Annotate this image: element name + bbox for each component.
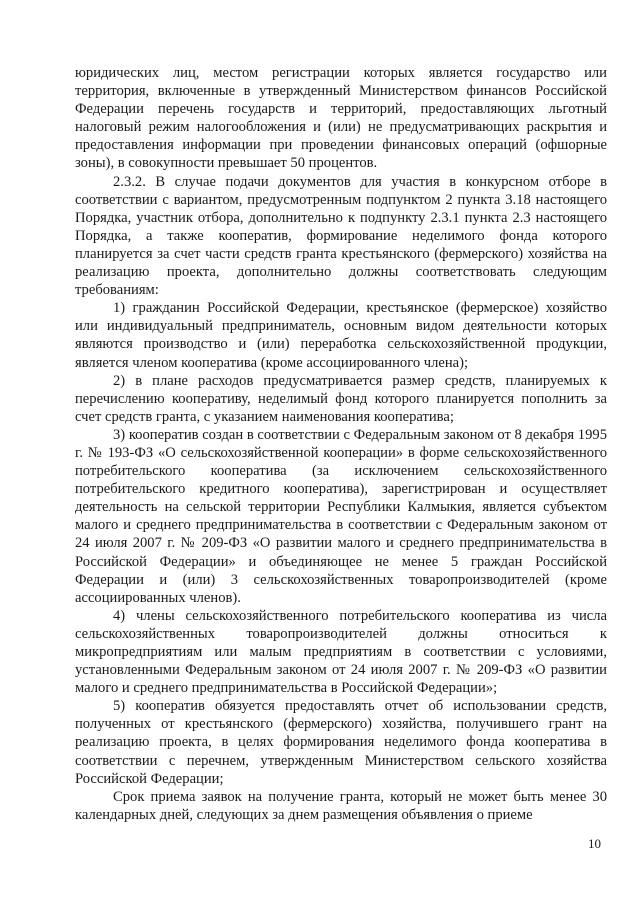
requirement-item-3: 3) кооператив создан в соответствии с Федеральным законом от 8 декабря 1995 г. № 193-ФЗ «О сельскохозяйственной кооперации» в форме сельскохозяйственного потребительского кооператива (за исключением сельскохозяйственного потребительского кредитного кооператива), зарегистрирован и осуществляет деятельность на сельской территории Республики Калмыкия, является субъектом малого и среднего предпринимательства в соответствии с Федеральным законом от 24 июля 2007 г. № 209-ФЗ «О развитии малого и среднего предпринимательства в Российской Федерации» и объединяющее не менее 5 граждан Российской Федерации и (или) 3 сельскохозяйственных товаропроизводителей (кроме ассоциированных членов).	[75, 426, 607, 606]
document-body	[75, 64, 607, 824]
paragraph-2-3-2: 2.3.2. В случае подачи документов для участия в конкурсном отборе в соответствии с вариантом, предусмотренным подпунктом 2 пункта 3.18 настоящего Порядка, участник отбора, дополнительно к подпункту 2.3.1 пункта 2.3 настоящего Порядка, а также кооператив, формирование неделимого фонда которого планируется за счет части средств гранта крестьянского (фермерского) хозяйства на реализацию проекта, дополнительно должны соответствовать следующим требованиям:	[75, 173, 607, 299]
requirement-item-2: 2) в плане расходов предусматривается размер средств, планируемых к перечислению кооперативу, неделимый фонд которого планируется пополнить за счет средств гранта, с указанием наименования кооператива;	[75, 372, 607, 425]
requirement-item-5: 5) кооператив обязуется предоставлять отчет об использовании средств, полученных от крестьянского (фермерского) хозяйства, получившего грант на реализацию проекта, в целях формирования неделимого фонда кооператива в соответствии с перечнем, утвержденным Министерством сельского хозяйства Российской Федерации;	[75, 698, 607, 787]
requirement-item-1: 1) гражданин Российской Федерации, крестьянское (фермерское) хозяйство или индивидуальный предприниматель, основным видом деятельности которых являются производство и (или) переработка сельскохозяйственной продукции, является членом кооператива (кроме ассоциированного члена);	[75, 300, 607, 371]
paragraph-offshore-continuation: юридических лиц, местом регистрации которых является государство или территория, включенные в утвержденный Министерством финансов Российской Федерации перечень государств и территорий, предоставляющих льготный налоговый режим налогообложения и (или) не предусматривающих раскрытия и предоставления информации при проведении финансовых операций (офшорные зоны), в совокупности превышает 50 процентов.	[75, 65, 607, 172]
paragraph-application-deadline: Срок приема заявок на получение гранта, который не может быть менее 30 календарных дней, следующих за днем размещения объявления о приеме	[75, 788, 607, 823]
requirement-item-4: 4) члены сельскохозяйственного потребительского кооператива из числа сельскохозяйственных товаропроизводителей должны относиться к микропредприятиям или малым предприятиям в соответствии с условиями, установленными Федеральным законом от 24 июля 2007 г. № 209-ФЗ «О развитии малого и среднего предпринимательства в Российской Федерации»;	[75, 607, 607, 697]
page-number: 10	[588, 836, 601, 851]
